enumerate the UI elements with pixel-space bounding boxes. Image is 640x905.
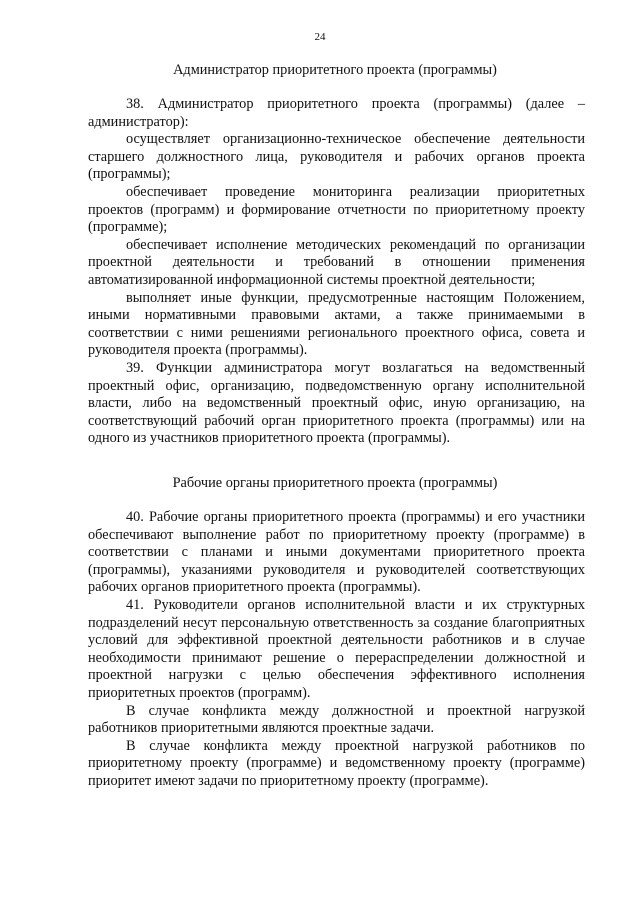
paragraph-38: 38. Администратор приоритетного проекта (программы) (далее – администратор):	[88, 96, 585, 130]
paragraph-40: 40. Рабочие органы приоритетного проекта (программы) и его участники обеспечивают выполнение работ по приоритетному проекту (программе) в соответствии с планами и иными документами приоритетного проекта (программы), указаниями руководителя и руководителей соответствующих рабочих органов приоритетного проекта (программы).	[88, 509, 585, 596]
section-heading-administrator: Администратор приоритетного проекта (программы)	[173, 62, 497, 78]
section-heading-working-bodies: Рабочие органы приоритетного проекта (программы)	[172, 475, 498, 491]
paragraph-conflict-project: В случае конфликта между проектной нагрузкой работников по приоритетному проекту (программе) и ведомственному проекту (программе) приоритет имеют задачи по приоритетному проекту (программе).	[88, 737, 585, 789]
list-item: выполняет иные функции, предусмотренные настоящим Положением, иными нормативными правовыми актами, а также принимаемыми в соответствии с ними решениями регионального проектного офиса, совета и руководителя проекта (программы).	[88, 289, 585, 359]
paragraph-41: 41. Руководители органов исполнительной власти и их структурных подразделений несут персональную ответственность за создание благоприятных условий для эффективной проектной деятельности работников и в случае необходимости принимают решение о перераспределении должностной и проектной нагрузки с целью обеспечения эффективного исполнения приоритетных проектов (программ).	[88, 596, 585, 701]
section-body-administrator	[88, 96, 585, 448]
page-number: 24	[314, 31, 326, 43]
paragraph-conflict-duty: В случае конфликта между должностной и проектной нагрузкой работников приоритетными являются проектные задачи.	[88, 702, 585, 737]
section-body-working-bodies	[88, 509, 585, 791]
list-item: осуществляет организационно-техническое обеспечение деятельности старшего должностного лица, руководителя и рабочих органов проекта (программы);	[88, 131, 585, 183]
paragraph-39: 39. Функции администратора могут возлагаться на ведомственный проектный офис, организацию, подведомственную органу исполнительной власти, либо на ведомственный проектный офис, иную организацию, на соответствующий рабочий орган приоритетного проекта (программы) или на одного из участников приоритетного проекта (программы).	[88, 359, 585, 447]
list-item: обеспечивает исполнение методических рекомендаций по организации проектной деятельности и требований в отношении применения автоматизированной информационной системы проектной деятельности;	[88, 236, 585, 288]
list-item: обеспечивает проведение мониторинга реализации приоритетных проектов (программ) и формирование отчетности по приоритетному проекту (программе);	[88, 183, 585, 236]
